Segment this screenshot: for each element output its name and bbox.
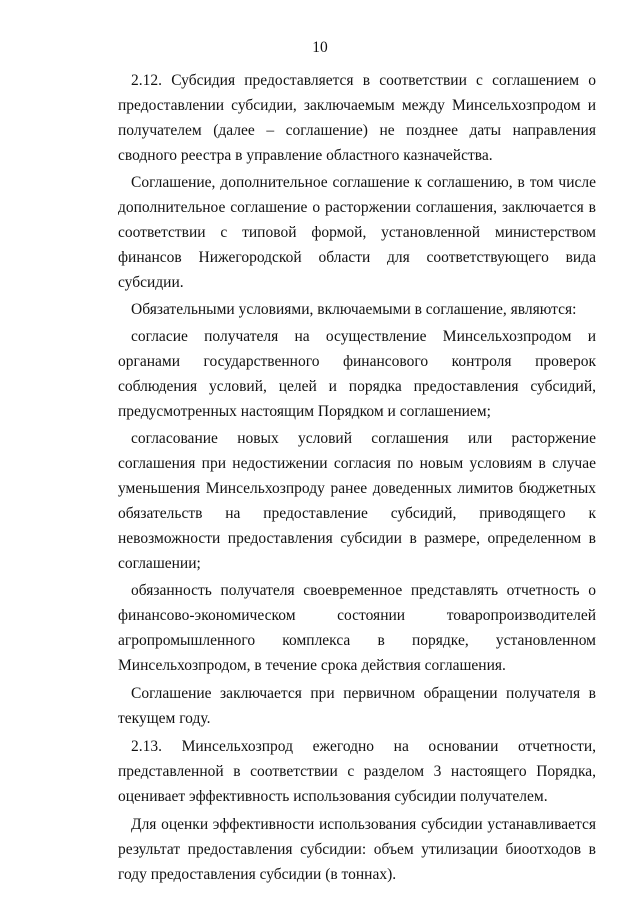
paragraph-2-13: 2.13. Минсельхозпрод ежегодно на основании отчетности, представленной в соответствии с разделом 3 настоящего Порядка, оценивает эффективность использования субсидии получателем. [118,738,596,805]
page-number: 10 [312,39,328,56]
paragraph-agreement-conclusion: Соглашение заключается при первичном обращении получателя в текущем году. [118,685,596,727]
paragraph-reporting-obligation: обязанность получателя своевременное представлять отчетность о финансово-экономическом состоянии товаропроизводителей агропромышленного комплекса в порядке, установленном Минсельхозпродом, в течение срока действия соглашения. [118,582,596,674]
paragraph-new-conditions: согласование новых условий соглашения или расторжение соглашения при недостижении согласия по новым условиям в случае уменьшения Минсельхозпроду ранее доведенных лимитов бюджетных обязательств на предоставление субсидий, приводящего к невозможности предоставления субсидии в размере, определенном в соглашении; [118,430,596,572]
paragraph-2-12: 2.12. Субсидия предоставляется в соответствии с соглашением о предоставлении субсидии, заключаемым между Минсельхозпродом и получателем (далее – соглашение) не позднее даты направления сводного реестра в управление областного казначейства. [118,72,596,164]
paragraph-efficiency-result: Для оценки эффективности использования субсидии устанавливается результат предоставления субсидии: объем утилизации биоотходов в году предоставления субсидии (в тоннах). [118,816,596,883]
paragraph-agreement-form: Соглашение, дополнительное соглашение к соглашению, в том числе дополнительное соглашение о расторжении соглашения, заключается в соответствии с типовой формой, установленной министерством финансов Нижегородской области для соответствующего вида субсидии. [118,174,596,291]
document-body [118,68,596,889]
paragraph-consent-inspections: согласие получателя на осуществление Минсельхозпродом и органами государственного финансового контроля проверок соблюдения условий, целей и порядка предоставления субсидий, предусмотренных настоящим Порядком и соглашением; [118,328,596,420]
paragraph-mandatory-conditions: Обязательными условиями, включаемыми в соглашение, являются: [131,301,577,318]
